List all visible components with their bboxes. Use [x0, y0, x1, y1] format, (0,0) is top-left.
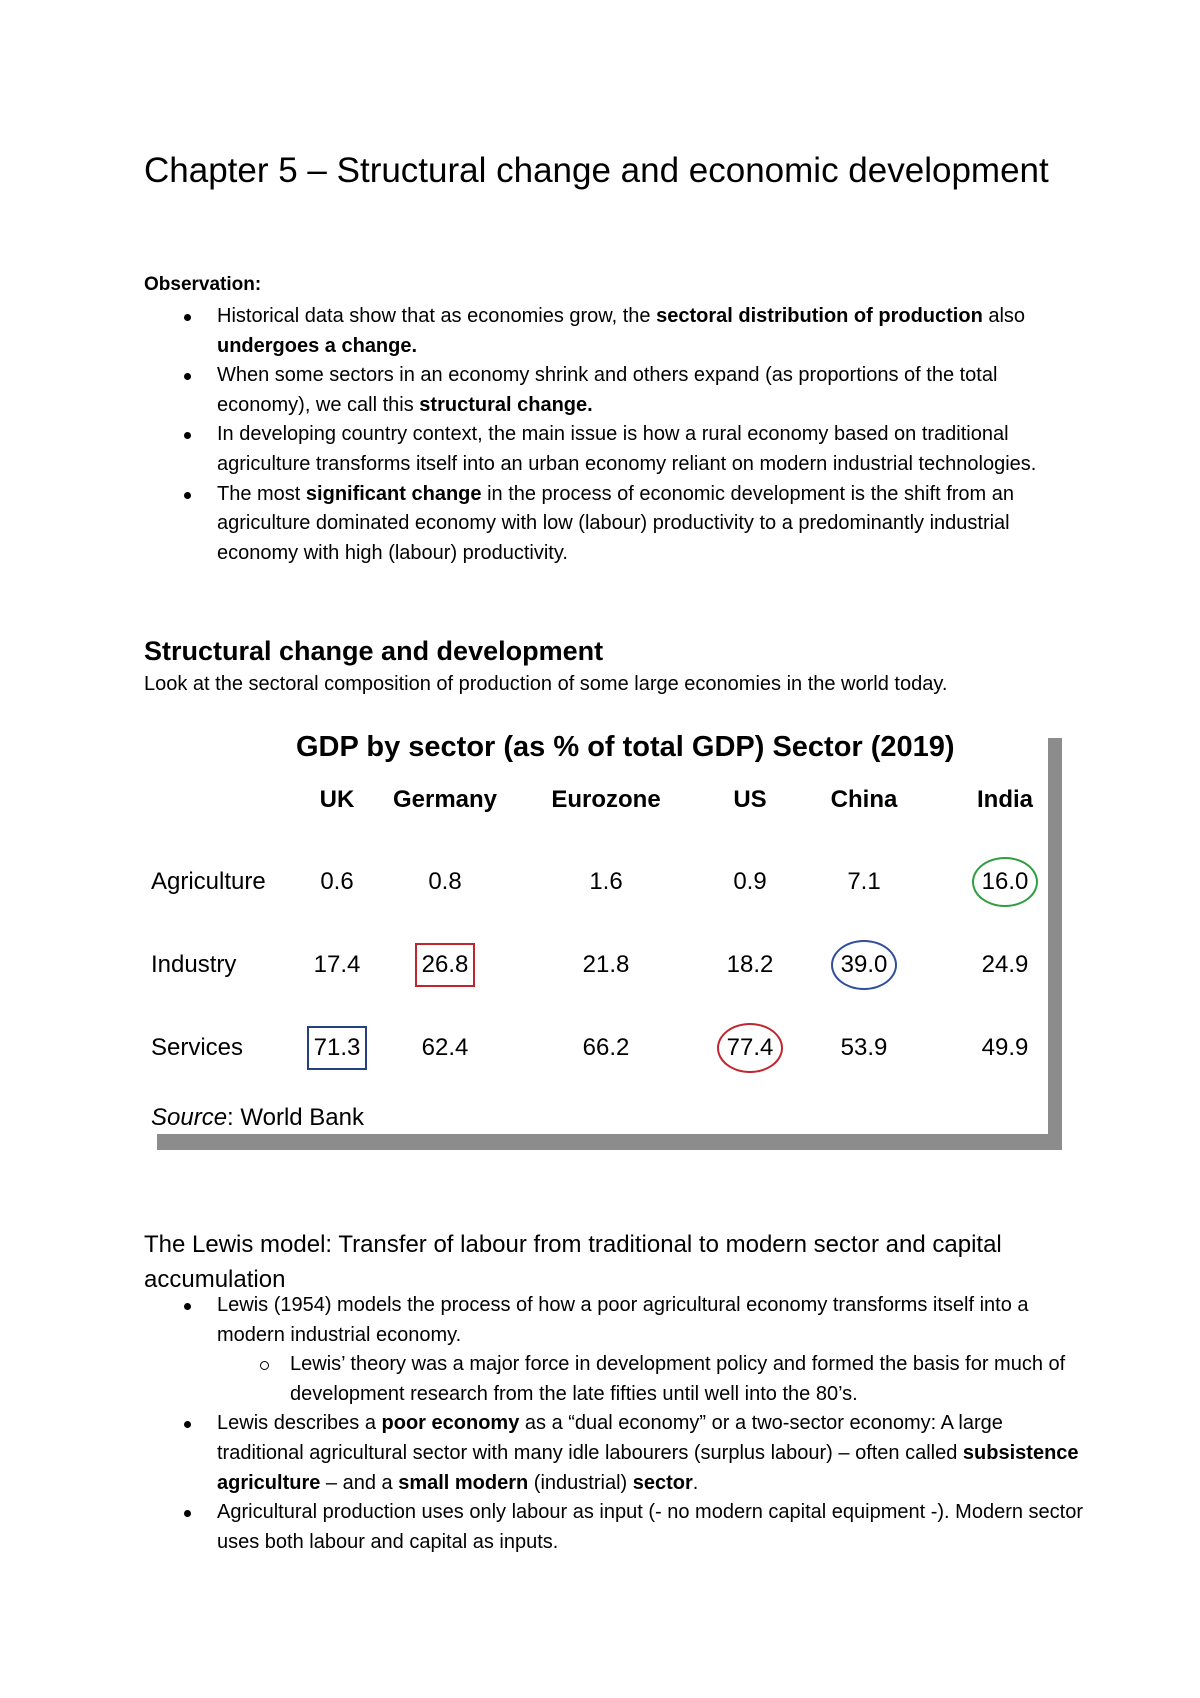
text-run: When some sectors in an economy shrink and others expand (as proportions of the total economy), we call this — [217, 364, 998, 416]
table-cell: 0.6 — [320, 868, 354, 895]
emphasis-text: subsistence agriculture — [217, 1441, 1079, 1494]
column-header: Germany — [392, 786, 498, 813]
bullet-icon — [184, 492, 191, 499]
table-cell: 71.3 — [313, 1034, 361, 1061]
table-cell: 53.9 — [840, 1034, 888, 1061]
table-cell: 26.8 — [421, 951, 469, 978]
lewis-model-heading: The Lewis model: Transfer of labour from traditional to modern sector and capital accumulation — [144, 1231, 1002, 1293]
text-run: Lewis describes a — [217, 1412, 382, 1435]
figure-shadow-right — [1048, 738, 1062, 1144]
highlight-box — [415, 943, 475, 987]
table-cell: 24.9 — [981, 951, 1029, 978]
bullet-icon — [184, 373, 191, 380]
chapter-title: Chapter 5 – Structural change and economic development — [144, 151, 1049, 190]
table-title: GDP by sector (as % of total GDP) Sector (2019) — [296, 731, 955, 763]
text-run: (industrial) — [528, 1471, 633, 1494]
highlight-circle — [972, 857, 1038, 907]
text-run: Lewis (1954) models the process of how a poor agricultural economy transforms itself into a modern industrial economy. — [217, 1294, 1029, 1346]
highlight-box — [307, 1026, 367, 1070]
text-run: Historical data show that as economies grow, the — [217, 305, 657, 327]
column-header: China — [830, 786, 898, 813]
text-run: In developing country context, the main issue is how a rural economy based on traditional agriculture transforms itself into an urban economy reliant on modern industrial technologies. — [217, 423, 1037, 475]
gdp-table — [144, 718, 1048, 1134]
column-header: India — [976, 786, 1034, 813]
list-item — [144, 420, 1084, 479]
section-subtitle: Look at the sectoral composition of production of some large economies in the world today. — [144, 673, 948, 695]
observation-label: Observation: — [144, 274, 262, 295]
table-cell: 16.0 — [981, 868, 1029, 895]
text-run: . — [692, 1471, 699, 1494]
row-header: Services — [151, 1034, 244, 1061]
bullet-icon — [184, 432, 191, 439]
source-label: Source — [151, 1104, 228, 1131]
hollow-bullet-icon — [260, 1361, 269, 1370]
emphasis-text: small modern — [398, 1471, 529, 1494]
column-header: UK — [319, 786, 355, 813]
list-item — [144, 1291, 1084, 1409]
table-cell: 66.2 — [582, 1034, 630, 1061]
gdp-table-figure — [144, 718, 1060, 1156]
table-cell: 17.4 — [313, 951, 361, 978]
row-header: Industry — [151, 951, 237, 978]
highlight-circle — [831, 940, 897, 990]
table-cell: 1.6 — [589, 868, 623, 895]
bullet-icon — [184, 314, 191, 321]
table-cell: 7.1 — [847, 868, 881, 895]
table-cell: 21.8 — [582, 951, 630, 978]
source-text: : World Bank — [227, 1104, 364, 1131]
emphasis-text: sector — [632, 1471, 693, 1494]
table-cell: 62.4 — [421, 1034, 469, 1061]
text-run: also — [982, 305, 1026, 327]
table-cell: 0.8 — [428, 868, 462, 895]
list-item — [144, 480, 1084, 569]
highlight-circle — [717, 1023, 783, 1073]
table-cell: 77.4 — [726, 1034, 774, 1061]
text-run: as a “dual economy” or a two-sector economy: A large traditional agricultural sector with many idle labourers (surplus labour) – often called — [217, 1412, 1003, 1464]
column-header: Eurozone — [551, 786, 661, 813]
table-cell: 49.9 — [981, 1034, 1029, 1061]
sub-list — [217, 1350, 1084, 1409]
table-cell: 18.2 — [726, 951, 774, 978]
section-heading: Structural change and development — [144, 636, 604, 666]
figure-shadow-bottom — [157, 1134, 1062, 1150]
sub-list-item — [217, 1350, 1084, 1409]
emphasis-text: structural change. — [419, 393, 593, 416]
list-item — [144, 1409, 1084, 1498]
lewis-list — [144, 1291, 1084, 1557]
table-source — [151, 1102, 364, 1134]
row-header: Agriculture — [151, 868, 266, 895]
emphasis-text: sectoral distribution of production — [656, 305, 983, 327]
list-item — [144, 302, 1084, 361]
column-header: US — [733, 786, 767, 813]
list-item — [144, 361, 1084, 420]
bullet-icon — [184, 1303, 191, 1310]
list-item — [144, 1498, 1084, 1557]
bullet-icon — [184, 1421, 191, 1428]
text-run: Lewis’ theory was a major force in development policy and formed the basis for much of development research from the late fifties until well into the 80’s. — [290, 1353, 1066, 1405]
observation-list — [144, 302, 1084, 568]
bullet-icon — [184, 1510, 191, 1517]
table-cell: 0.9 — [733, 868, 767, 895]
emphasis-text: poor economy — [381, 1412, 520, 1435]
text-run: Agricultural production uses only labour as input (- no modern capital equipment -). Modern sector uses both labour and capital as inputs. — [217, 1501, 1083, 1553]
text-run: – and a — [320, 1471, 399, 1494]
table-cell: 39.0 — [840, 951, 888, 978]
emphasis-text: undergoes a change. — [217, 334, 418, 357]
emphasis-text: significant change — [305, 482, 482, 505]
text-run: in the process of economic development is the shift from an agriculture dominated economy with low (labour) productivity to a predominantly industrial economy with high (labour) productivity. — [217, 482, 1015, 564]
text-run: The most — [217, 482, 306, 505]
